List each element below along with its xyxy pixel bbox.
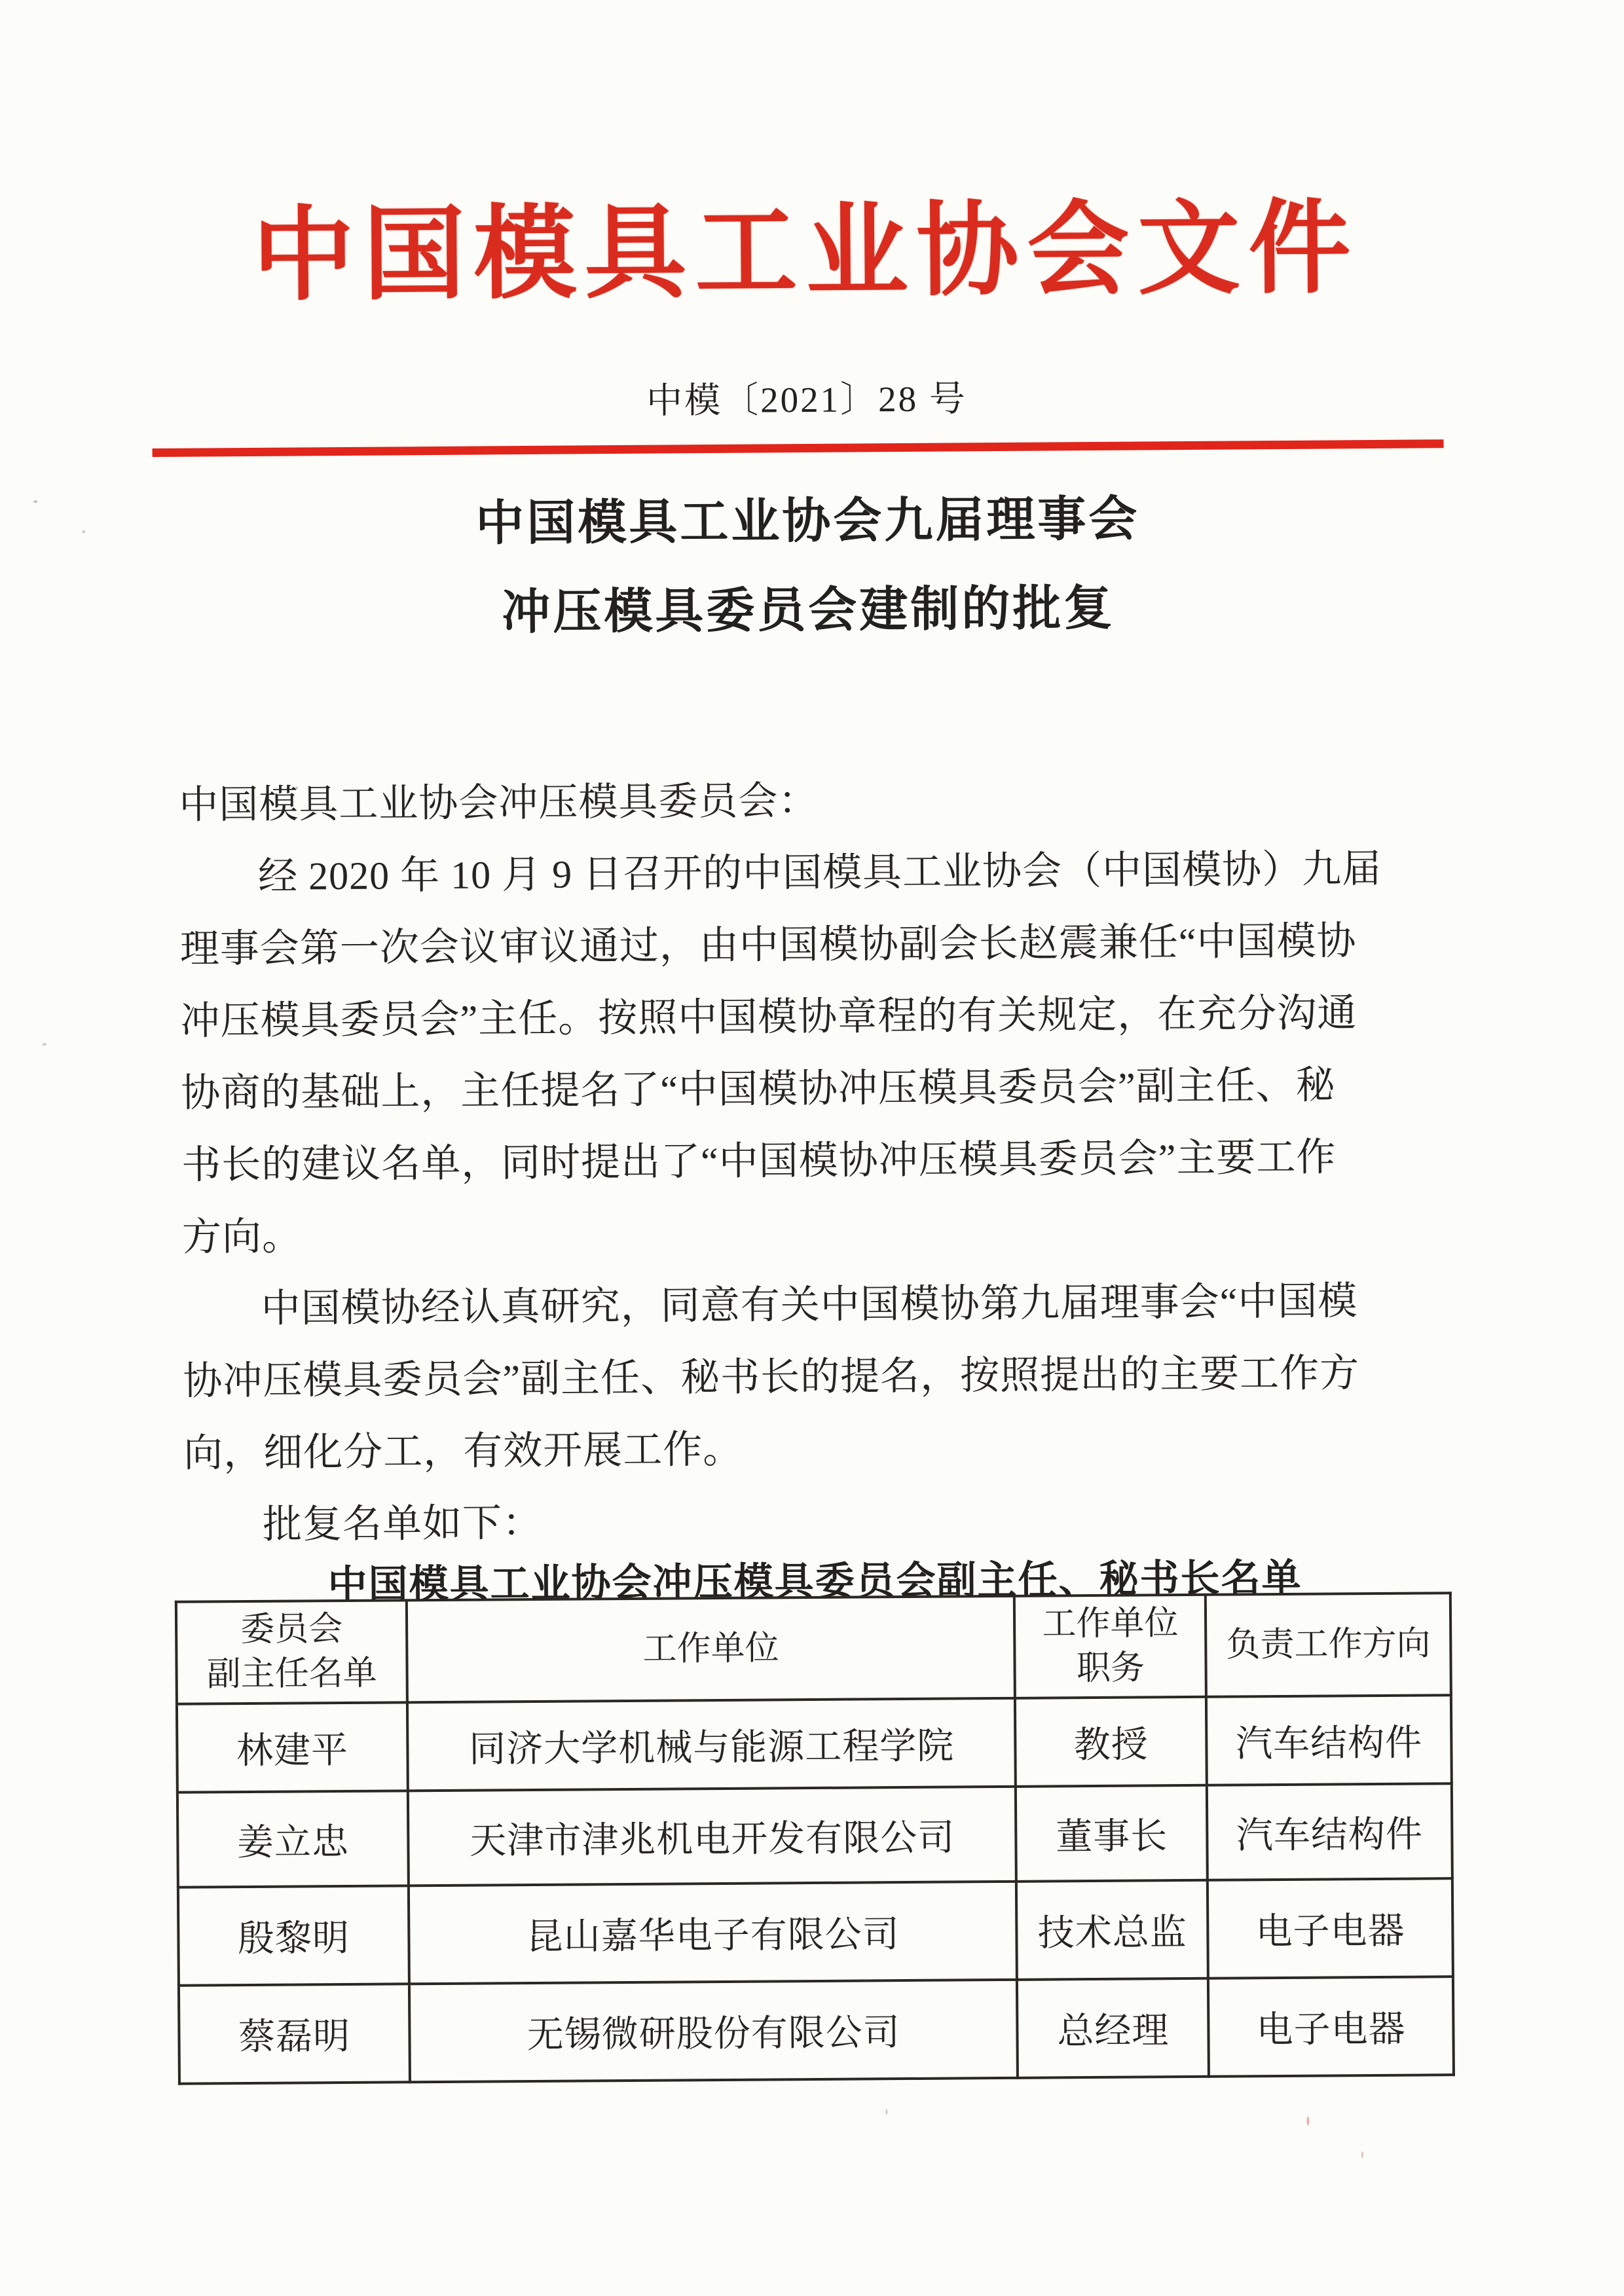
roster-header-row	[176, 1593, 1451, 1704]
organization-cell: 同济大学机械与能源工程学院	[407, 1698, 1016, 1791]
scan-speck	[1306, 2117, 1309, 2126]
doc-title-line-1: 中国模具工业协会九届理事会	[475, 492, 1140, 551]
body-line: 协商的基础上，主任提名了“中国模协冲压模具委员会”副主任、秘	[181, 1063, 1336, 1115]
doc-title-line-2: 冲压模具委员会建制的批复	[502, 581, 1115, 640]
scan-speck	[43, 1043, 46, 1046]
roster-table-head	[176, 1593, 1451, 1704]
roster-header-line: 职务	[1076, 1649, 1145, 1688]
work-direction-cell: 汽车结构件	[1207, 1783, 1452, 1880]
letterhead-title: 中国模具工业协会文件	[251, 192, 1360, 313]
scan-speck	[1361, 2151, 1363, 2158]
position-cell: 技术总监	[1016, 1880, 1208, 1980]
work-direction-cell: 汽车结构件	[1206, 1695, 1452, 1785]
body-line: 批复名单如下：	[262, 1501, 543, 1546]
name-cell: 姜立忠	[177, 1791, 409, 1887]
roster-row	[177, 1695, 1452, 1793]
roster-header-line: 负责工作方向	[1226, 1625, 1431, 1664]
name-cell: 殷黎明	[178, 1886, 409, 1985]
body-line: 协冲压模具委员会”副主任、秘书长的提名，按照提出的主要工作方	[183, 1351, 1360, 1403]
body-line: 向，细化分工，有效开展工作。	[183, 1427, 743, 1475]
position-cell: 董事长	[1016, 1785, 1208, 1882]
roster-row	[177, 1783, 1452, 1887]
doc-number: 中模〔2021〕28 号	[646, 378, 968, 421]
roster-table-body	[177, 1695, 1454, 2084]
roster-header-line: 工作单位	[1042, 1605, 1179, 1643]
roster-header-cell	[407, 1596, 1015, 1702]
body-text-block	[179, 761, 1425, 1561]
red-divider-line	[153, 439, 1444, 457]
work-direction-cell: 电子电器	[1208, 1878, 1453, 1978]
name-cell: 林建平	[177, 1702, 408, 1792]
roster-header-line: 工作单位	[642, 1630, 779, 1668]
organization-cell: 无锡微研股份有限公司	[409, 1980, 1018, 2082]
roster-row	[179, 1977, 1454, 2084]
roster-table-caption: 中国模具工业协会冲压模具委员会副主任、秘书长名单	[327, 1556, 1302, 1607]
roster-row	[178, 1878, 1453, 1986]
position-cell: 教授	[1015, 1697, 1207, 1787]
body-line: 经 2020 年 10 月 9 日召开的中国模具工业协会（中国模协）九届	[257, 847, 1382, 898]
body-line: 书长的建议名单，同时提出了“中国模协冲压模具委员会”主要工作	[181, 1135, 1337, 1187]
roster-header-cell	[1206, 1593, 1451, 1697]
position-cell: 总经理	[1017, 1978, 1209, 2078]
body-line: 中国模协经认真研究，同意有关中国模协第九届理事会“中国模	[261, 1279, 1358, 1330]
roster-header-line: 副主任名单	[206, 1654, 377, 1694]
scan-speck	[885, 2109, 887, 2115]
organization-cell: 天津市津兆机电开发有限公司	[408, 1787, 1016, 1886]
work-direction-cell: 电子电器	[1208, 1977, 1454, 2077]
body-line: 冲压模具委员会”主任。按照中国模协章程的有关规定，在充分沟通	[180, 991, 1357, 1043]
roster-header-cell	[176, 1600, 407, 1704]
salutation-line: 中国模具工业协会冲压模具委员会：	[179, 778, 819, 827]
roster-header-cell	[1014, 1595, 1206, 1698]
name-cell: 蔡磊明	[179, 1984, 410, 2083]
roster-table	[175, 1592, 1455, 2085]
doc-title	[0, 488, 1621, 644]
organization-cell: 昆山嘉华电子有限公司	[409, 1882, 1017, 1984]
body-paragraph-lines	[179, 833, 1426, 1561]
roster-header-line: 委员会	[240, 1611, 343, 1649]
body-line: 理事会第一次会议审议通过，由中国模协副会长赵震兼任“中国模协	[179, 919, 1357, 971]
body-line: 方向。	[181, 1214, 303, 1259]
